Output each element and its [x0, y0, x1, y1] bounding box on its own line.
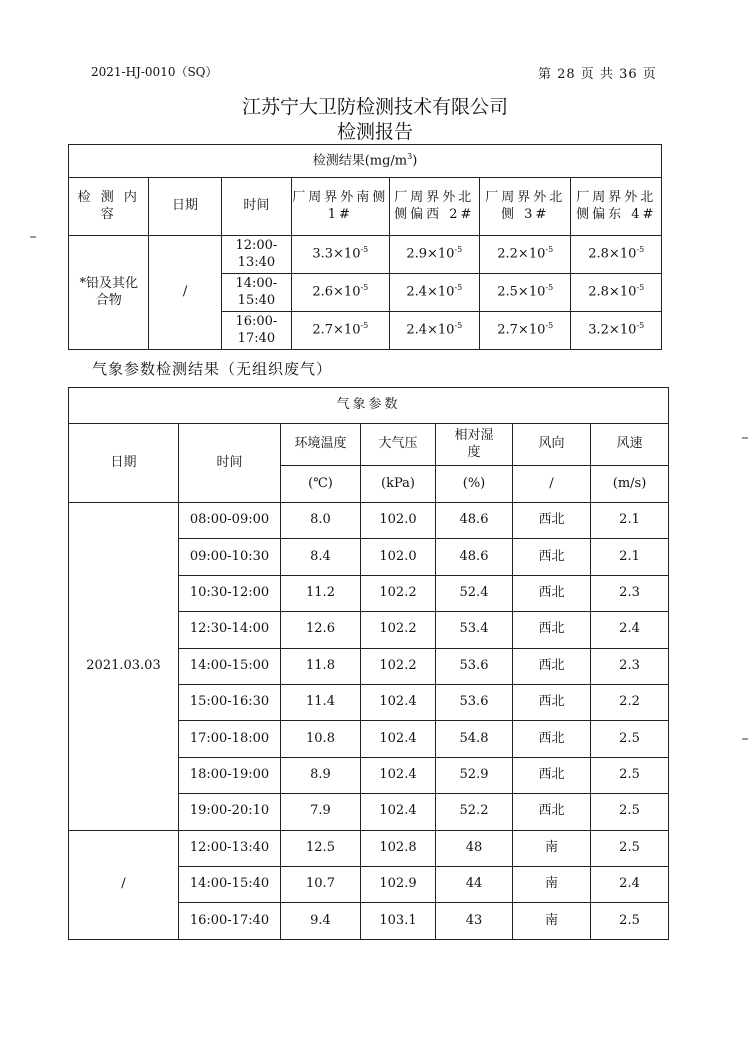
temp-cell: 10.7: [281, 866, 361, 902]
unit-pressure: (kPa): [361, 466, 436, 503]
value-cell: $2.4\times 10^{-5}$: [389, 312, 479, 350]
time-cell: 16:00-17:40: [179, 903, 281, 939]
pressure-cell: 102.4: [361, 684, 436, 720]
pressure-cell: 102.4: [361, 721, 436, 757]
value-cell: $2.7\times 10^{-5}$: [479, 312, 570, 350]
temp-cell: 7.9: [281, 794, 361, 830]
company-name: 江苏宁大卫防检测技术有限公司: [241, 96, 508, 118]
value-cell: $2.8\times 10^{-5}$: [571, 274, 662, 312]
pressure-cell: 102.2: [361, 612, 436, 648]
wind-dir-cell: 西北: [513, 721, 591, 757]
time-cell: 14:00-15:00: [179, 648, 281, 684]
wind-speed-cell: 2.4: [591, 866, 669, 902]
header-point-3: 厂周界外北侧 3#: [479, 178, 570, 236]
value-cell: $2.8\times 10^{-5}$: [571, 236, 662, 274]
section-title: 气象参数检测结果（无组织废气）: [92, 360, 333, 378]
pressure-cell: 102.0: [361, 539, 436, 575]
time-cell: 08:00-09:00: [179, 503, 281, 539]
time-cell: 12:30-14:00: [179, 612, 281, 648]
test-date: /: [149, 236, 221, 350]
meteorological-table: [68, 387, 669, 940]
unit-wind-dir: /: [513, 466, 591, 503]
value-cell: $2.2\times 10^{-5}$: [479, 236, 570, 274]
time-cell: 12:00-13:40: [221, 236, 291, 274]
temp-cell: 10.8: [281, 721, 361, 757]
time-cell: 18:00-19:00: [179, 757, 281, 793]
temp-cell: 11.8: [281, 648, 361, 684]
temp-cell: 8.4: [281, 539, 361, 575]
temp-cell: 8.0: [281, 503, 361, 539]
scan-mark: [742, 738, 748, 740]
table1-caption: 检测结果$(mg/m^3)$: [69, 145, 662, 178]
temp-cell: 12.6: [281, 612, 361, 648]
time-cell: 15:00-16:30: [179, 684, 281, 720]
value-cell: $2.5\times 10^{-5}$: [479, 274, 570, 312]
humidity-cell: 44: [436, 866, 513, 902]
value-cell: $2.6\times 10^{-5}$: [292, 274, 389, 312]
wind-speed-cell: 2.5: [591, 757, 669, 793]
humidity-cell: 53.6: [436, 684, 513, 720]
header-time: 时间: [179, 424, 281, 503]
humidity-cell: 48.6: [436, 539, 513, 575]
test-item: *铅及其化合物: [69, 236, 149, 350]
header-item: 检 测 内 容: [69, 178, 149, 236]
time-cell: 19:00-20:10: [179, 794, 281, 830]
temp-cell: 9.4: [281, 903, 361, 939]
time-cell: 14:00-15:40: [179, 866, 281, 902]
temp-cell: 11.4: [281, 684, 361, 720]
header-pressure: 大气压: [361, 424, 436, 466]
scan-mark: [30, 236, 36, 238]
document-code: 2021-HJ-0010（SQ）: [91, 65, 218, 79]
wind-dir-cell: 西北: [513, 503, 591, 539]
time-cell: 16:00-17:40: [221, 312, 291, 350]
wind-dir-cell: 西北: [513, 612, 591, 648]
value-cell: $3.3\times 10^{-5}$: [292, 236, 389, 274]
header-temp: 环境温度: [281, 424, 361, 466]
header-point-4: 厂周界外北侧偏东 4#: [571, 178, 662, 236]
humidity-cell: 53.6: [436, 648, 513, 684]
header-date: 日期: [149, 178, 221, 236]
table2-caption: 气象参数: [69, 388, 669, 424]
unit-temp: (℃): [281, 466, 361, 503]
wind-speed-cell: 2.5: [591, 830, 669, 866]
humidity-cell: 52.2: [436, 794, 513, 830]
temp-cell: 12.5: [281, 830, 361, 866]
wind-dir-cell: 南: [513, 903, 591, 939]
temp-cell: 11.2: [281, 575, 361, 611]
table-row: [69, 236, 662, 274]
pressure-cell: 102.0: [361, 503, 436, 539]
time-cell: 09:00-10:30: [179, 539, 281, 575]
time-cell: 10:30-12:00: [179, 575, 281, 611]
wind-dir-cell: 西北: [513, 684, 591, 720]
header-date: 日期: [69, 424, 179, 503]
lead-results-table: [68, 144, 662, 350]
header-time: 时间: [221, 178, 291, 236]
time-cell: 17:00-18:00: [179, 721, 281, 757]
time-cell: 14:00-15:40: [221, 274, 291, 312]
header-humidity: 相对湿度: [436, 424, 513, 466]
wind-dir-cell: 西北: [513, 575, 591, 611]
humidity-cell: 43: [436, 903, 513, 939]
pressure-cell: 102.2: [361, 575, 436, 611]
humidity-cell: 48.6: [436, 503, 513, 539]
wind-speed-cell: 2.3: [591, 648, 669, 684]
pressure-cell: 102.4: [361, 757, 436, 793]
value-cell: $2.7\times 10^{-5}$: [292, 312, 389, 350]
value-cell: $2.4\times 10^{-5}$: [389, 274, 479, 312]
wind-speed-cell: 2.5: [591, 794, 669, 830]
page-number: 第 28 页 共 36 页: [538, 67, 657, 82]
wind-dir-cell: 南: [513, 830, 591, 866]
table-row: [69, 830, 669, 866]
unit-wind-speed: (m/s): [591, 466, 669, 503]
wind-dir-cell: 西北: [513, 539, 591, 575]
header-wind-speed: 风速: [591, 424, 669, 466]
header-point-2: 厂周界外北侧偏西 2#: [389, 178, 479, 236]
scan-mark: [742, 437, 748, 439]
header-point-1: 厂周界外南侧 1#: [292, 178, 389, 236]
value-cell: $2.9\times 10^{-5}$: [389, 236, 479, 274]
header-wind-dir: 风向: [513, 424, 591, 466]
date-cell: /: [69, 830, 179, 939]
humidity-cell: 53.4: [436, 612, 513, 648]
temp-cell: 8.9: [281, 757, 361, 793]
wind-dir-cell: 西北: [513, 757, 591, 793]
wind-speed-cell: 2.1: [591, 539, 669, 575]
pressure-cell: 102.9: [361, 866, 436, 902]
humidity-cell: 48: [436, 830, 513, 866]
pressure-cell: 102.4: [361, 794, 436, 830]
wind-speed-cell: 2.1: [591, 503, 669, 539]
time-cell: 12:00-13:40: [179, 830, 281, 866]
humidity-cell: 54.8: [436, 721, 513, 757]
wind-dir-cell: 西北: [513, 648, 591, 684]
wind-speed-cell: 2.3: [591, 575, 669, 611]
report-title: 检测报告: [336, 121, 413, 143]
unit-humidity: (%): [436, 466, 513, 503]
wind-speed-cell: 2.5: [591, 721, 669, 757]
humidity-cell: 52.9: [436, 757, 513, 793]
wind-dir-cell: 西北: [513, 794, 591, 830]
humidity-cell: 52.4: [436, 575, 513, 611]
wind-dir-cell: 南: [513, 866, 591, 902]
table-row: [69, 503, 669, 539]
value-cell: $3.2\times 10^{-5}$: [571, 312, 662, 350]
wind-speed-cell: 2.4: [591, 612, 669, 648]
pressure-cell: 102.2: [361, 648, 436, 684]
wind-speed-cell: 2.2: [591, 684, 669, 720]
pressure-cell: 103.1: [361, 903, 436, 939]
pressure-cell: 102.8: [361, 830, 436, 866]
date-cell: 2021.03.03: [69, 503, 179, 831]
wind-speed-cell: 2.5: [591, 903, 669, 939]
